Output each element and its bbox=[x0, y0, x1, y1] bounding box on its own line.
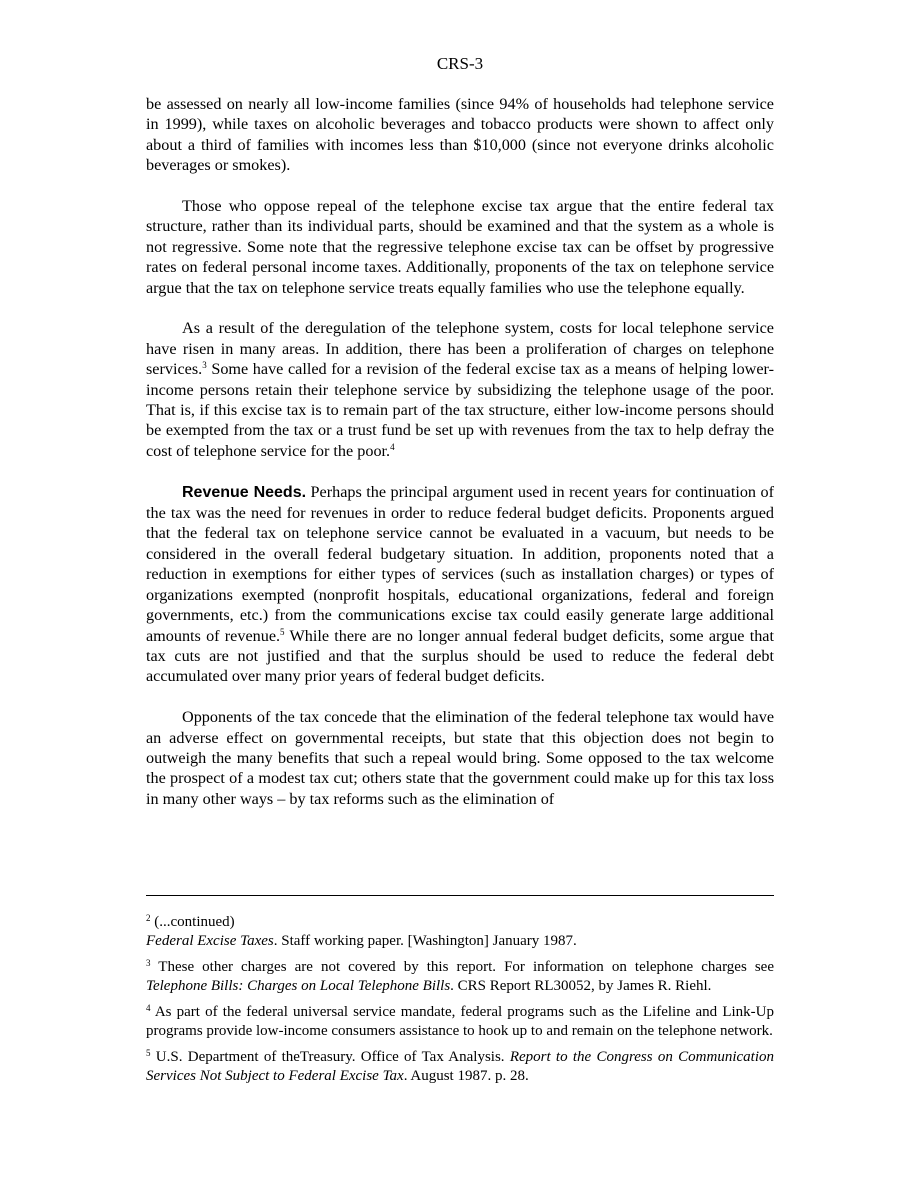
paragraph-deregulation-text-1: As a result of the deregulation of the telephone system, costs for local telephone service have risen in many areas. In addition, there has been a proliferation of charges on telephone services. bbox=[146, 319, 774, 379]
paragraph-continued: be assessed on nearly all low-income families (since 94% of households had telephone service in 1999), while taxes on alcoholic beverages and tobacco products were shown to affect only about a third of families with incomes less than $10,000 (since not everyone drinks alcoholic beverages or smokes). bbox=[146, 95, 774, 175]
footnote-3-number: 3 bbox=[146, 958, 151, 968]
paragraph-revenue-needs bbox=[146, 482, 774, 687]
footnotes-section bbox=[146, 913, 774, 1093]
footnote-2-continued: (...continued) bbox=[150, 914, 235, 930]
footnote-ref-5[interactable]: 5 bbox=[280, 626, 285, 637]
footnote-4 bbox=[146, 1003, 774, 1041]
footnote-2 bbox=[146, 913, 774, 951]
footnote-5 bbox=[146, 1048, 774, 1086]
footnote-2-rest: . Staff working paper. [Washington] January 1987. bbox=[273, 933, 577, 949]
footnote-5-rest: . August 1987. p. 28. bbox=[403, 1068, 529, 1084]
paragraph-deregulation bbox=[146, 318, 774, 461]
footnote-5-text: U.S. Department of theTreasury. Office of Tax Analysis. bbox=[150, 1049, 510, 1065]
footnote-2-number: 2 bbox=[146, 913, 151, 923]
revenue-needs-heading: Revenue Needs. bbox=[182, 483, 307, 501]
footnote-ref-3[interactable]: 3 bbox=[202, 360, 207, 371]
footnote-3-rest: . CRS Report RL30052, by James R. Riehl. bbox=[450, 978, 712, 994]
footnote-4-text: As part of the federal universal service mandate, federal programs such as the Lifeline and Link-Up programs provide low-income consumers assistance to hook up to and remain on the telephone network. bbox=[146, 1004, 774, 1039]
footnote-5-number: 5 bbox=[146, 1048, 151, 1058]
paragraph-deregulation-text-2: Some have called for a revision of the federal excise tax as a means of helping lower-income persons retain their telephone service by subsidizing the telephone usage of the poor. That is, if this excise tax is to remain part of the tax structure, either low-income persons should be exempted from the tax or a trust fund be set up with revenues from the tax to help defray the cost of telephone service for the poor. bbox=[146, 360, 774, 460]
footnote-divider bbox=[146, 895, 774, 896]
paragraph-oppose-repeal: Those who oppose repeal of the telephone excise tax argue that the entire federal tax structure, rather than its individual parts, should be examined and that the system as a whole is not regressive. Some note that the regressive telephone excise tax can be offset by progressive rates on federal personal income taxes. Additionally, proponents of the tax on telephone service argue that the tax on telephone service treats equally families who use the telephone equally. bbox=[146, 197, 774, 297]
page-header: CRS-3 bbox=[436, 54, 484, 73]
body-text bbox=[146, 94, 774, 830]
footnote-3 bbox=[146, 958, 774, 996]
paragraph-revenue-text-2: While there are no longer annual federal budget deficits, some argue that tax cuts are not justified and that the surplus should be used to reduce the federal debt accumulated over many prior years of federal budget deficits. bbox=[146, 626, 774, 686]
footnote-3-title: Telephone Bills: Charges on Local Telephone Bills bbox=[146, 978, 451, 994]
paragraph-revenue-text-1: Perhaps the principal argument used in recent years for continuation of the tax was the need for revenues in order to reduce federal budget deficits. Proponents argued that the federal tax on telephone service cannot be evaluated in a vacuum, but needs to be considered in the overall federal budgetary situation. In addition, proponents noted that a reduction in exemptions for either types of services (such as installation charges) or types of organizations exempted (nonprofit hospitals, educational organizations, federal and foreign governments, etc.) from the communications excise tax could easily generate large additional amounts of revenue. bbox=[146, 482, 774, 645]
footnote-ref-4[interactable]: 4 bbox=[390, 441, 395, 452]
footnote-5-title: Report to the Congress on Communication Services Not Subject to Federal Excise Tax bbox=[146, 1049, 774, 1084]
footnote-2-title: Federal Excise Taxes bbox=[146, 933, 274, 949]
footnote-3-text: These other charges are not covered by this report. For information on telephone charges see bbox=[150, 959, 774, 975]
footnote-4-number: 4 bbox=[146, 1003, 151, 1013]
paragraph-opponents: Opponents of the tax concede that the elimination of the federal telephone tax would have an adverse effect on governmental receipts, but state that this objection does not begin to outweigh the many benefits that such a repeal would bring. Some opposed to the tax welcome the prospect of a modest tax cut; others state that the government could make up for this tax loss in many other ways – by tax reforms such as the elimination of bbox=[146, 708, 774, 808]
